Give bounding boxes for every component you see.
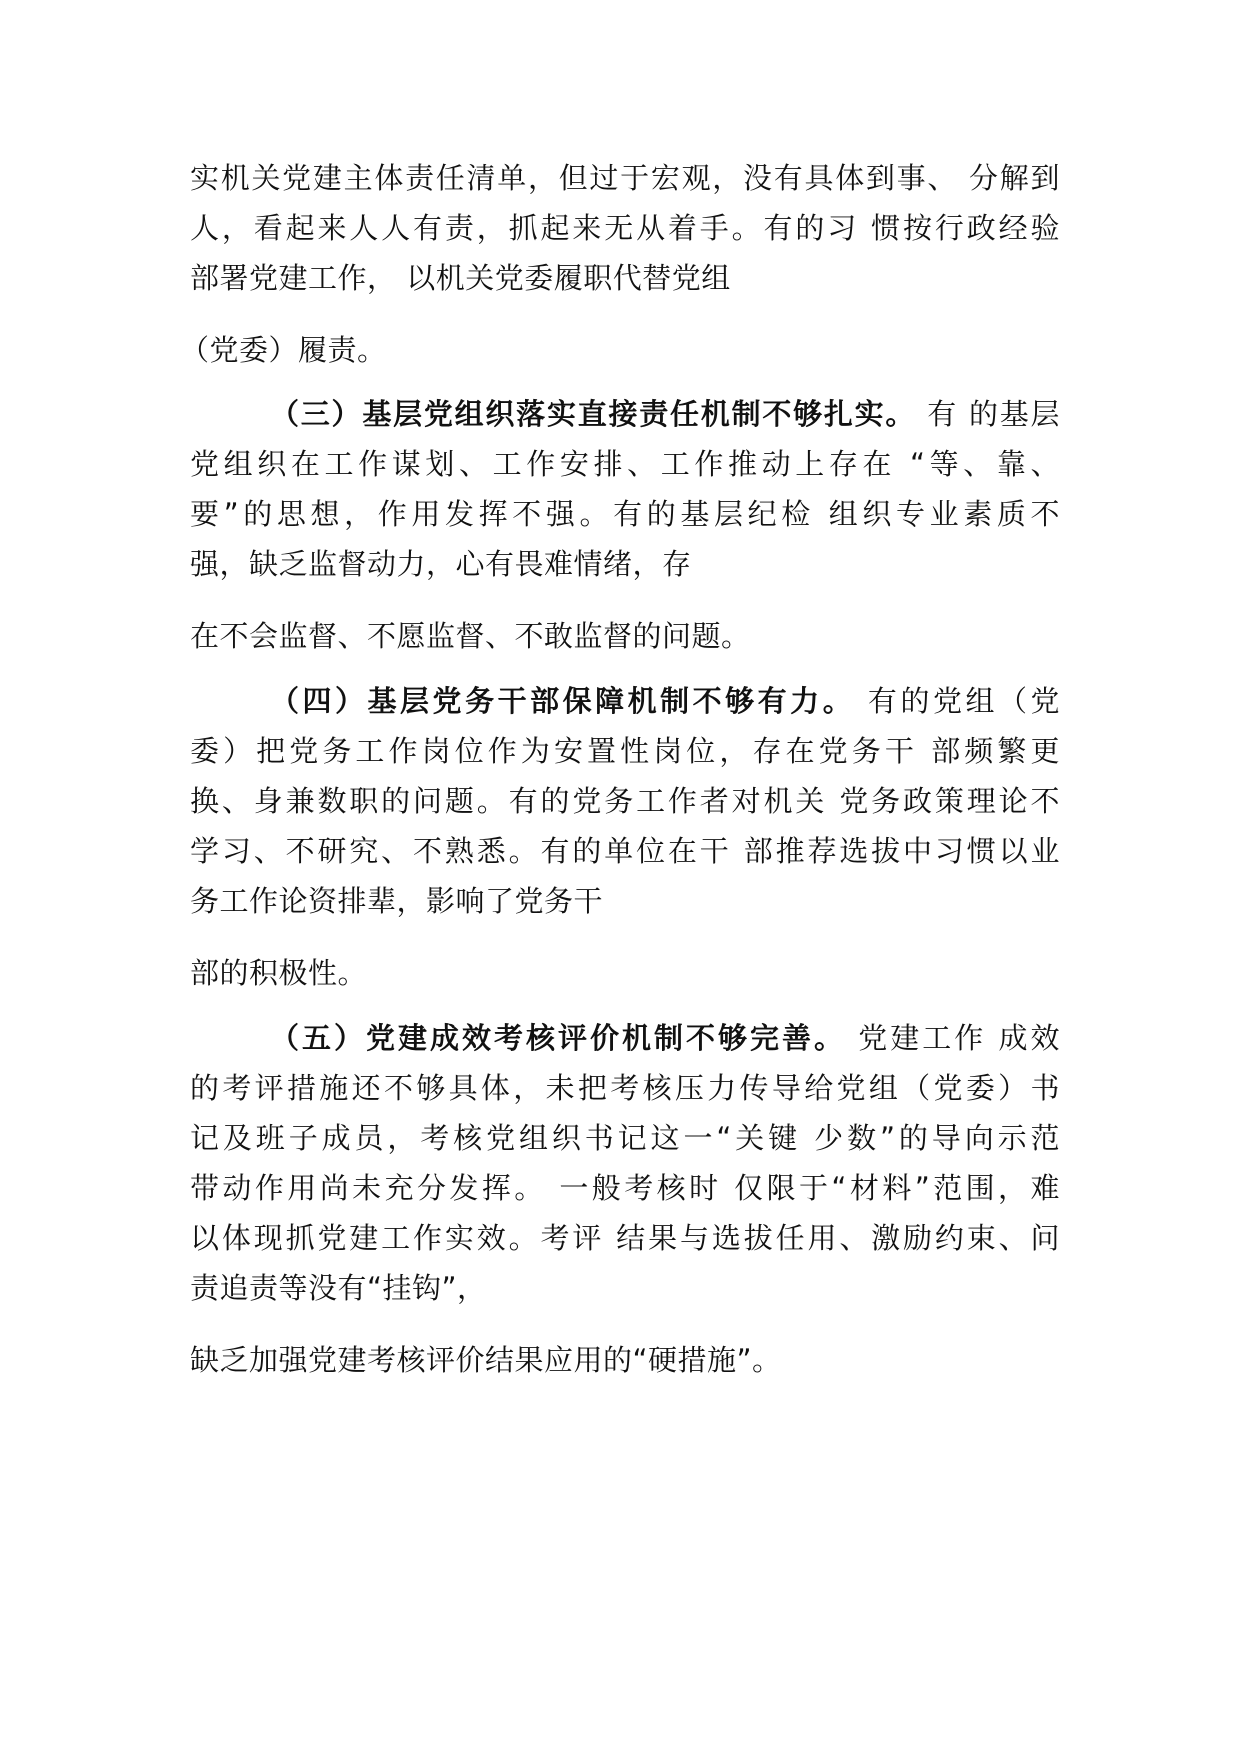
text-fragment: 有的党组（党	[855, 684, 1060, 718]
text-fragment: 有 的基层	[916, 397, 1060, 431]
text-line: 务工作论资排辈，影响了党务干	[190, 884, 604, 918]
text-line: 学习、不研究、不熟悉。有的单位在干 部推荐选拔中习惯以业	[190, 834, 1060, 868]
section-heading: （三）基层党组织落实直接责任机制不够扎实。	[270, 397, 917, 431]
text-line: 委）把党务工作岗位作为安置性岗位，存在党务干 部频繁更	[190, 734, 1060, 768]
text-line: 带动作用尚未充分发挥。 一般考核时 仅限于“材料”范围，难	[190, 1171, 1060, 1205]
text-line: 记及班子成员，考核党组织书记这一“关键 少数”的导向示范	[190, 1121, 1060, 1155]
section-heading: （四）基层党务干部保障机制不够有力。	[270, 684, 856, 718]
text-line: 部署党建工作， 以机关党委履职代替党组	[190, 261, 731, 295]
text-line: 党组织在工作谋划、工作安排、工作推动上存在 “等、靠、	[190, 447, 1060, 481]
text-line: 实机关党建主体责任清单，但过于宏观，没有具体到事、 分解到	[190, 161, 1060, 195]
section-heading-line	[270, 1018, 1060, 1058]
text-line: 以体现抓党建工作实效。考评 结果与选拔任用、激励约束、问	[190, 1221, 1060, 1255]
text-line: 强，缺乏监督动力，心有畏难情绪，存	[190, 547, 692, 581]
text-line: 缺乏加强党建考核评价结果应用的“硬措施”。	[190, 1343, 782, 1377]
text-line: 在不会监督、不愿监督、不敢监督的问题。	[190, 619, 751, 653]
text-line: 部的积极性。	[190, 956, 368, 990]
text-line: 要”的思想，作用发挥不强。有的基层纪检 组织专业素质不	[190, 497, 1060, 531]
text-line: 换、身兼数职的问题。有的党务工作者对机关 党务政策理论不	[190, 784, 1060, 818]
section-heading-line	[270, 681, 1060, 721]
text-line: 的考评措施还不够具体，未把考核压力传导给党组（党委）书	[190, 1071, 1060, 1105]
text-fragment: 党建工作 成效	[846, 1021, 1060, 1055]
section-heading-line	[270, 394, 1060, 434]
text-line: （党委）履责。	[180, 333, 387, 367]
text-line: 人，看起来人人有责，抓起来无从着手。有的习 惯按行政经验	[190, 211, 1060, 245]
text-line: 责追责等没有“挂钩”，	[190, 1271, 487, 1305]
section-heading: （五）党建成效考核评价机制不够完善。	[270, 1021, 847, 1055]
